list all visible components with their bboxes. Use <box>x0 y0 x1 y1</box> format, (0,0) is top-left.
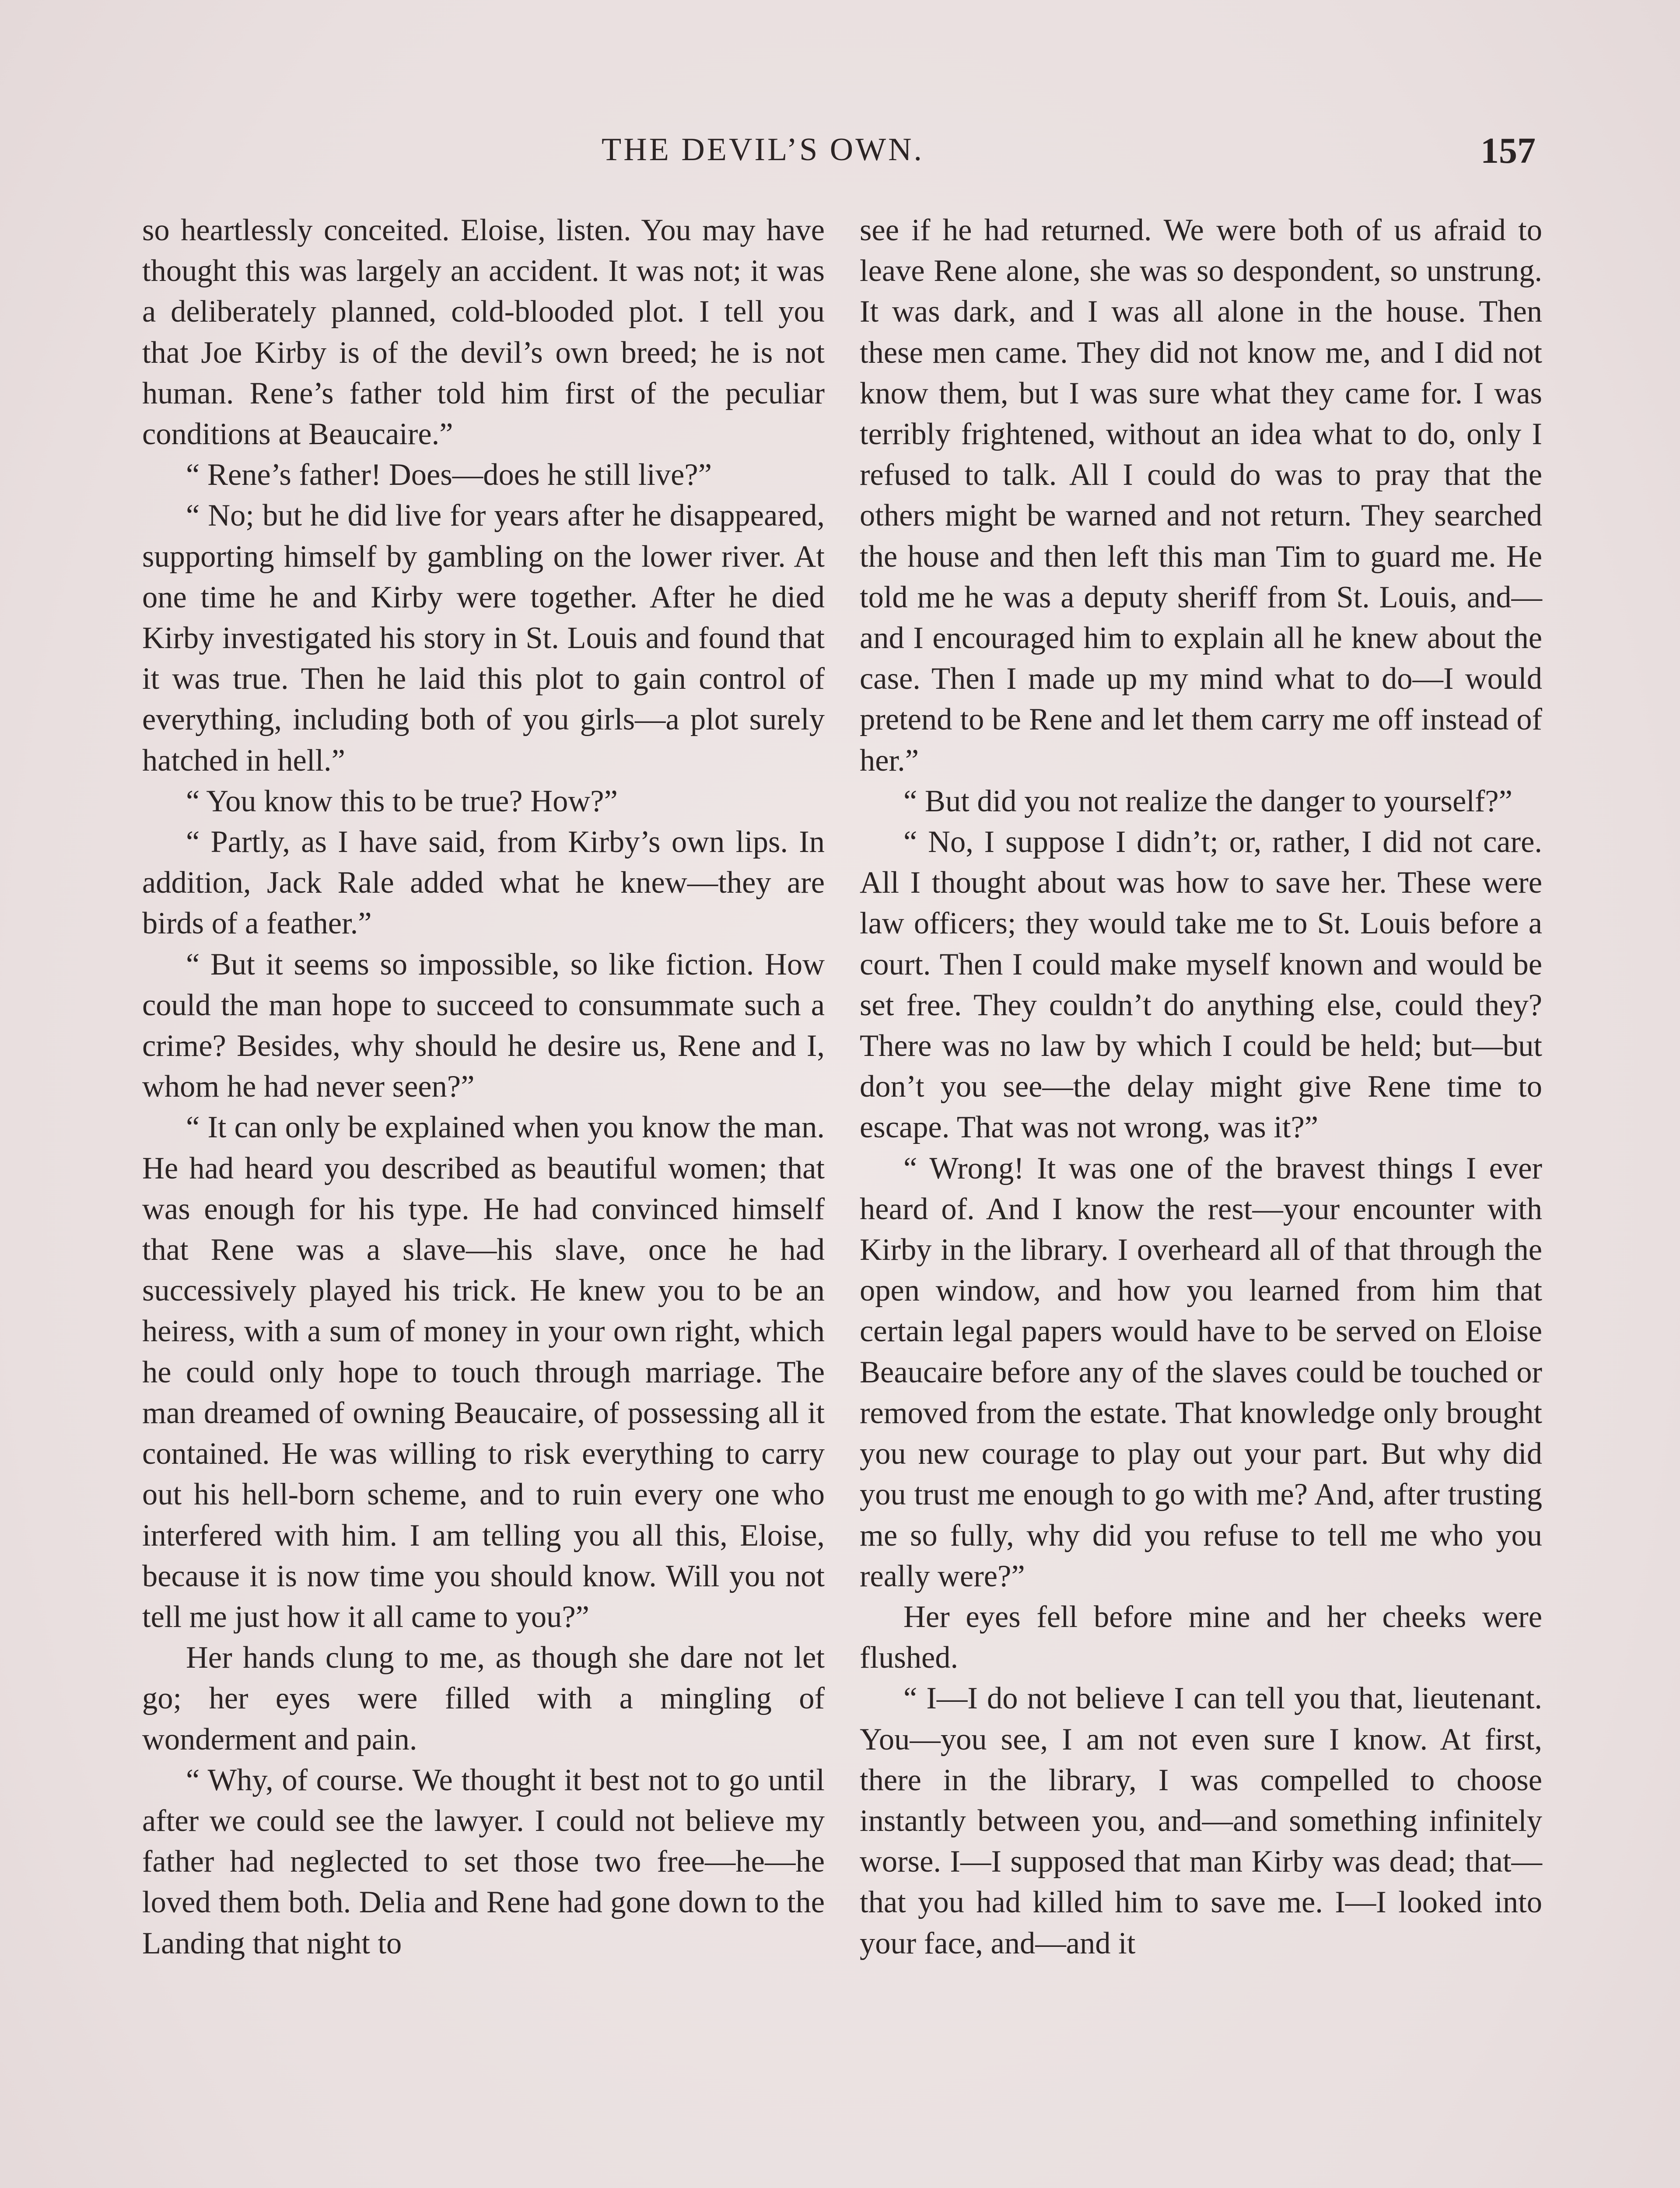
paragraph: “ I—I do not believe I can tell you that, lieutenant. You—you see, I am not even sure I know. At first, there in the library, I was compelled to choose instantly between you, and—and something infinitely worse. I—I supposed that man Kirby was dead; that—that you had killed him to save me. I—I looked into your face, and—and it <box>860 1681 1542 1960</box>
paragraph: see if he had returned. We were both of us afraid to leave Rene alone, she was so despondent, so unstrung. It was dark, and I was all alone in the house. Then these men came. They did not know me, and I did not know them, but I was sure what they came for. I was terribly frightened, without an idea what to do, only I refused to talk. All I could do was to pray that the others might be warned and not return. They searched the house and then left this man Tim to guard me. He told me he was a deputy sheriff from St. Louis, and—and I encouraged him to explain all he knew about the case. Then I made up my mind what to do—I would pretend to be Rene and let them carry me off instead of her.” <box>860 213 1542 778</box>
paragraph: “ Rene’s father! Does—does he still live?” <box>186 458 712 492</box>
paragraph: Her eyes fell before mine and her cheeks were flushed. <box>860 1599 1542 1675</box>
paragraph: “ Wrong! It was one of the bravest things I ever heard of. And I know the rest—your encounter with Kirby in the library. I overheard all of that through the open window, and how you learned from him that certain legal papers would have to be served on Eloise Beaucaire before any of the slaves could be touched or removed from the estate. That knowledge only brought you new courage to play out your part. But why did you trust me enough to go with me? And, after trusting me so fully, why did you refuse to tell me who you really were?” <box>860 1151 1542 1593</box>
page-number: 157 <box>1480 130 1536 171</box>
paragraph: “ Partly, as I have said, from Kirby’s own lips. In addition, Jack Rale added what he knew—they are birds of a feather.” <box>142 825 825 941</box>
paragraph: “ But did you not realize the danger to yourself?” <box>903 784 1512 818</box>
paragraph: so heartlessly conceited. Eloise, listen. You may have thought this was largely an accident. It was not; it was a deliberately planned, cold-blooded plot. I tell you that Joe Kirby is of the devil’s own breed; he is not human. Rene’s father told him first of the peculiar conditions at Beaucaire.” <box>142 213 825 452</box>
paragraph: “ No; but he did live for years after he disappeared, supporting himself by gambling on the lower river. At one time he and Kirby were together. After he died Kirby investigated his story in St. Louis and found that it was true. Then he laid this plot to gain control of everything, including both of you girls—a plot surely hatched in hell.” <box>142 498 825 778</box>
right-column <box>860 210 1542 1964</box>
paragraph: “ But it seems so impossible, so like fiction. How could the man hope to succeed to consummate such a crime? Besides, why should he desire us, Rene and I, whom he had never seen?” <box>142 947 825 1104</box>
paragraph: “ It can only be explained when you know the man. He had heard you described as beautiful women; that was enough for his type. He had convinced himself that Rene was a slave—his slave, once he had successively played his trick. He knew you to be an heiress, with a sum of money in your own right, which he could only hope to touch through marriage. The man dreamed of owning Beaucaire, of possessing all it contained. He was willing to risk everything to carry out his hell-born scheme, and to ruin every one who interfered with him. I am telling you all this, Eloise, because it is now time you should know. Will you not tell me just how it all came to you?” <box>142 1110 825 1634</box>
running-head: THE DEVIL’S OWN. <box>602 132 924 168</box>
paragraph: Her hands clung to me, as though she dare not let go; her eyes were filled with a mingling of wonderment and pain. <box>142 1641 825 1757</box>
paragraph: “ No, I suppose I didn’t; or, rather, I did not care. All I thought about was how to save her. These were law officers; they would take me to St. Louis before a court. Then I could make myself known and would be set free. They couldn’t do anything else, could they? There was no law by which I could be held; but—but don’t you see—the delay might give Rene time to escape. That was not wrong, was it?” <box>860 825 1542 1145</box>
left-column <box>142 210 825 1964</box>
paragraph: “ Why, of course. We thought it best not to go until after we could see the lawyer. I could not believe my father had neglected to set those two free—he—he loved them both. Delia and Rene had gone down to the Landing that night to <box>142 1763 825 1960</box>
paragraph: “ You know this to be true? How?” <box>186 784 618 818</box>
